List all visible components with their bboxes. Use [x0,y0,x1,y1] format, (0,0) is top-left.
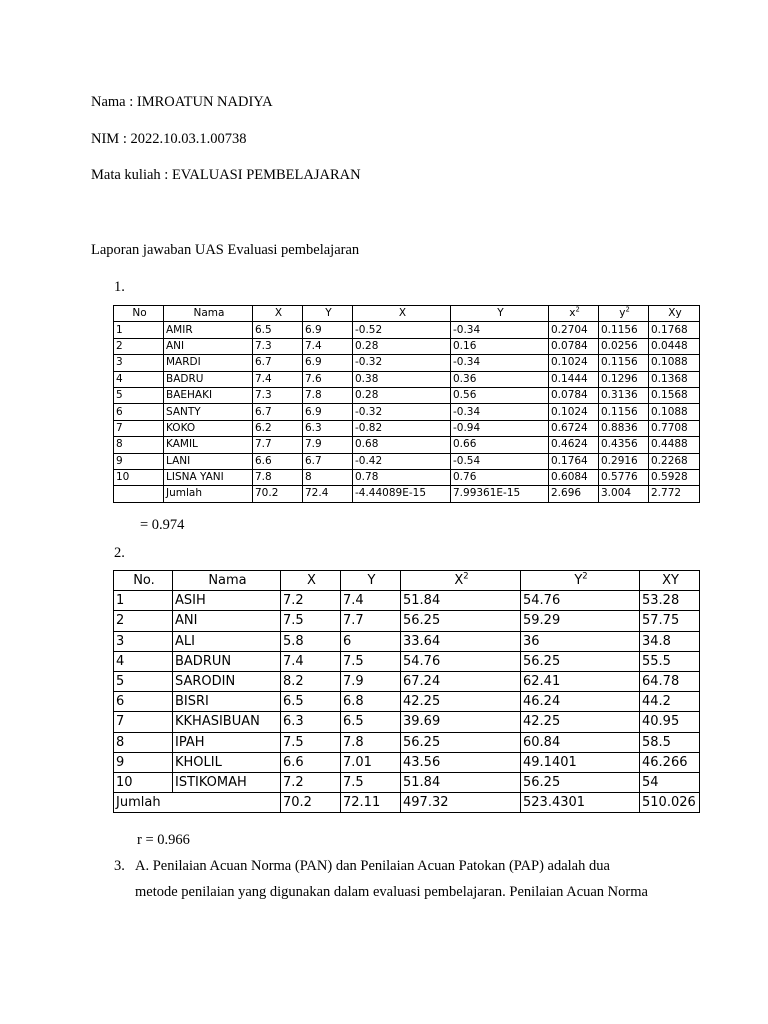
table-cell: 0.4356 [599,437,649,453]
table-row [114,671,700,691]
table-cell: -0.34 [451,404,549,420]
table-cell: 0.2268 [649,453,700,469]
table-cell: 7.8 [303,387,353,403]
header-label: Y [574,573,583,589]
table-cell: 5 [114,387,164,403]
header-y-squared [599,306,649,322]
header-xy: XY [640,571,700,591]
table-cell: 7.4 [303,338,353,354]
table-row [114,631,700,651]
table-cell: 7.2 [281,772,341,792]
table-cell: 0.1368 [649,371,700,387]
table-cell: 8 [114,732,173,752]
table-row [114,469,700,485]
table-cell: 0.1296 [599,371,649,387]
total-cell: 2.696 [549,486,599,502]
table-cell: 56.25 [401,611,521,631]
table-cell: 7.4 [281,651,341,671]
table-cell: 0.8836 [599,420,649,436]
table-cell: 67.24 [401,671,521,691]
table-cell: 60.84 [521,732,640,752]
total-cell: 72.4 [303,486,353,502]
table-cell: 40.95 [640,712,700,732]
table-cell: 0.76 [451,469,549,485]
header-x: X [281,571,341,591]
table-cell: 7.8 [253,469,303,485]
table-cell: 0.4488 [649,437,700,453]
table-cell: 6.7 [253,355,303,371]
table-cell: 1 [114,591,173,611]
table-cell: 0.1088 [649,355,700,371]
total-cell: Jumlah [164,486,253,502]
table-cell: 0.5928 [649,469,700,485]
table-row [114,732,700,752]
table-cell: 54 [640,772,700,792]
header-xy: Xy [649,306,700,322]
header-y: Y [341,571,401,591]
header-nama: Nama [173,571,281,591]
table-cell: 6.5 [341,712,401,732]
table-cell: BADRUN [173,651,281,671]
total-cell: 72.11 [341,793,401,813]
superscript: 2 [575,305,580,314]
table-cell: 7.4 [253,371,303,387]
table-cell: KOKO [164,420,253,436]
table-cell: SARODIN [173,671,281,691]
table-cell: -0.32 [353,404,451,420]
table-cell: -0.94 [451,420,549,436]
superscript: 2 [463,570,469,581]
table-cell: 6.2 [253,420,303,436]
table-header-row [114,571,700,591]
table-row [114,453,700,469]
table-cell: -0.32 [353,355,451,371]
table-cell: 42.25 [521,712,640,732]
table-cell: 54.76 [401,651,521,671]
table-cell: 0.28 [353,387,451,403]
table-cell: -0.34 [451,355,549,371]
table-cell: 6.8 [341,692,401,712]
table-cell: 1 [114,322,164,338]
report-title: Laporan jawaban UAS Evaluasi pembelajaran [91,242,360,258]
table-cell: LANI [164,453,253,469]
table-row [114,437,700,453]
table-cell: 58.5 [640,732,700,752]
table-cell: ALI [173,631,281,651]
table-cell: 0.5776 [599,469,649,485]
table-cell: 0.16 [451,338,549,354]
table-question-2 [113,570,700,813]
table-cell: 0.78 [353,469,451,485]
table-cell: 56.25 [401,732,521,752]
table-cell: 4 [114,651,173,671]
table-cell: 7.8 [341,732,401,752]
table-cell: 6.3 [303,420,353,436]
table-row [114,338,700,354]
table-cell: 6 [341,631,401,651]
table-cell: 0.1568 [649,387,700,403]
table-cell: 8 [114,437,164,453]
table-cell: 0.1156 [599,404,649,420]
header-no: No [114,306,164,322]
course-name: Mata kuliah : EVALUASI PEMBELAJARAN [91,167,361,183]
header-y: Y [303,306,353,322]
header-y-deviation: Y [451,306,549,322]
table-cell: 0.1156 [599,355,649,371]
table-row [114,322,700,338]
table-cell: 62.41 [521,671,640,691]
table-cell: 0.0256 [599,338,649,354]
table-cell: 49.1401 [521,752,640,772]
table-cell: BADRU [164,371,253,387]
student-name: Nama : IMROATUN NADIYA [91,94,273,110]
total-label-cell: Jumlah [114,793,281,813]
total-row [114,486,700,502]
table-cell: 54.76 [521,591,640,611]
table-row [114,772,700,792]
table-cell: 0.1156 [599,322,649,338]
table-cell: 7.7 [253,437,303,453]
table-cell: 0.1024 [549,355,599,371]
total-cell: 3.004 [599,486,649,502]
table-cell: 5.8 [281,631,341,651]
table-cell: KAMIL [164,437,253,453]
table-cell: 6 [114,692,173,712]
question-2-number: 2. [114,545,125,561]
table-cell: 8 [303,469,353,485]
question-2-result: r = 0.966 [137,832,190,848]
table-cell: 0.1088 [649,404,700,420]
table-cell: 7.3 [253,387,303,403]
table-cell: 7 [114,420,164,436]
superscript: 2 [625,305,630,314]
table-cell: 7.7 [341,611,401,631]
table-cell: 10 [114,772,173,792]
superscript: 2 [582,570,588,581]
table-cell: 59.29 [521,611,640,631]
table-cell: 10 [114,469,164,485]
table-cell: 9 [114,453,164,469]
table-cell: 6.3 [281,712,341,732]
header-y-squared [521,571,640,591]
table-cell: 6.9 [303,322,353,338]
table-cell: 7.01 [341,752,401,772]
table-cell: 0.38 [353,371,451,387]
table-cell: 2 [114,611,173,631]
total-cell: 7.99361E-15 [451,486,549,502]
table-cell: 6.9 [303,404,353,420]
table-header-row [114,306,700,322]
table-cell: 64.78 [640,671,700,691]
table-row [114,404,700,420]
table-cell: 0.66 [451,437,549,453]
table-cell: ANI [164,338,253,354]
table-cell: 0.68 [353,437,451,453]
table-cell: 51.84 [401,772,521,792]
table-cell: -0.54 [451,453,549,469]
table-cell: ISTIKOMAH [173,772,281,792]
header-x: X [253,306,303,322]
table-cell: 6.6 [253,453,303,469]
table-cell: 0.0448 [649,338,700,354]
table-cell: SANTY [164,404,253,420]
table-cell: 3 [114,355,164,371]
header-label: y [619,307,626,320]
table-cell: 0.1768 [649,322,700,338]
table-cell: 6.9 [303,355,353,371]
table-cell: 6.7 [303,453,353,469]
table-cell: KHOLIL [173,752,281,772]
table-cell: 6 [114,404,164,420]
table-cell: 6.5 [281,692,341,712]
total-cell: 510.026 [640,793,700,813]
table-cell: 2 [114,338,164,354]
table-cell: 7.5 [341,651,401,671]
table-cell: 0.6084 [549,469,599,485]
table-cell: 0.2704 [549,322,599,338]
header-no: No. [114,571,173,591]
question-1-result: = 0.974 [140,517,185,533]
table-cell: 0.6724 [549,420,599,436]
table-cell: 51.84 [401,591,521,611]
table-cell: 43.56 [401,752,521,772]
table-cell: 6.6 [281,752,341,772]
table-cell: ASIH [173,591,281,611]
table-cell: 7.3 [253,338,303,354]
table-cell: BAEHAKI [164,387,253,403]
table-cell: 42.25 [401,692,521,712]
table-cell: 0.1024 [549,404,599,420]
table-cell: 53.28 [640,591,700,611]
table-cell: MARDI [164,355,253,371]
table-cell: LISNA YANI [164,469,253,485]
table-cell: 56.25 [521,651,640,671]
table-row [114,611,700,631]
table-cell: 46.24 [521,692,640,712]
table-row [114,591,700,611]
table-cell: 44.2 [640,692,700,712]
table-cell: BISRI [173,692,281,712]
table-cell: 8.2 [281,671,341,691]
table-cell: 7.9 [341,671,401,691]
total-label-cell [114,486,164,502]
table-cell: -0.42 [353,453,451,469]
table-cell: 0.36 [451,371,549,387]
table-cell: 7.5 [341,772,401,792]
total-cell: 70.2 [253,486,303,502]
table-cell: 7.6 [303,371,353,387]
table-cell: 5 [114,671,173,691]
table-row [114,387,700,403]
table-cell: 9 [114,752,173,772]
header-nama: Nama [164,306,253,322]
table-cell: 0.4624 [549,437,599,453]
table-cell: 0.1444 [549,371,599,387]
table-cell: 7 [114,712,173,732]
table-row [114,420,700,436]
table-cell: 0.56 [451,387,549,403]
table-cell: 6.5 [253,322,303,338]
question-3-number: 3. [114,858,125,874]
table-row [114,355,700,371]
table-cell: 7.2 [281,591,341,611]
table-cell: 0.0784 [549,387,599,403]
table-row [114,712,700,732]
total-cell: -4.44089E-15 [353,486,451,502]
table-cell: 0.0784 [549,338,599,354]
header-label: x [569,307,576,320]
header-x-deviation: X [353,306,451,322]
table-cell: 7.9 [303,437,353,453]
table-cell: 3 [114,631,173,651]
table-cell: AMIR [164,322,253,338]
table-cell: 39.69 [401,712,521,732]
table-cell: 57.75 [640,611,700,631]
header-x-squared [401,571,521,591]
table-cell: 36 [521,631,640,651]
table-row [114,371,700,387]
total-cell: 2.772 [649,486,700,502]
question-3-line-1: A. Penilaian Acuan Norma (PAN) dan Penilaian Acuan Patokan (PAP) adalah dua [135,858,610,874]
total-row [114,793,700,813]
table-cell: 7.4 [341,591,401,611]
table-cell: 6.7 [253,404,303,420]
table-cell: -0.52 [353,322,451,338]
student-nim: NIM : 2022.10.03.1.00738 [91,131,247,147]
header-label: X [454,573,464,589]
table-row [114,651,700,671]
table-cell: 0.28 [353,338,451,354]
table-question-1 [113,305,700,503]
table-cell: 46.266 [640,752,700,772]
table-cell: 0.2916 [599,453,649,469]
question-1-number: 1. [114,279,125,295]
table-cell: 0.7708 [649,420,700,436]
table-cell: 33.64 [401,631,521,651]
table-cell: 0.3136 [599,387,649,403]
table-cell: 34.8 [640,631,700,651]
table-cell: KKHASIBUAN [173,712,281,732]
table-row [114,752,700,772]
total-cell: 70.2 [281,793,341,813]
table-cell: 7.5 [281,611,341,631]
table-cell: -0.82 [353,420,451,436]
total-cell: 497.32 [401,793,521,813]
table-cell: 0.1764 [549,453,599,469]
table-cell: 56.25 [521,772,640,792]
total-cell: 523.4301 [521,793,640,813]
table-cell: -0.34 [451,322,549,338]
table-cell: IPAH [173,732,281,752]
table-cell: 4 [114,371,164,387]
table-cell: 55.5 [640,651,700,671]
table-row [114,692,700,712]
table-cell: ANI [173,611,281,631]
header-x-squared [549,306,599,322]
question-3-line-2: metode penilaian yang digunakan dalam evaluasi pembelajaran. Penilaian Acuan Norma [135,884,648,900]
table-cell: 7.5 [281,732,341,752]
